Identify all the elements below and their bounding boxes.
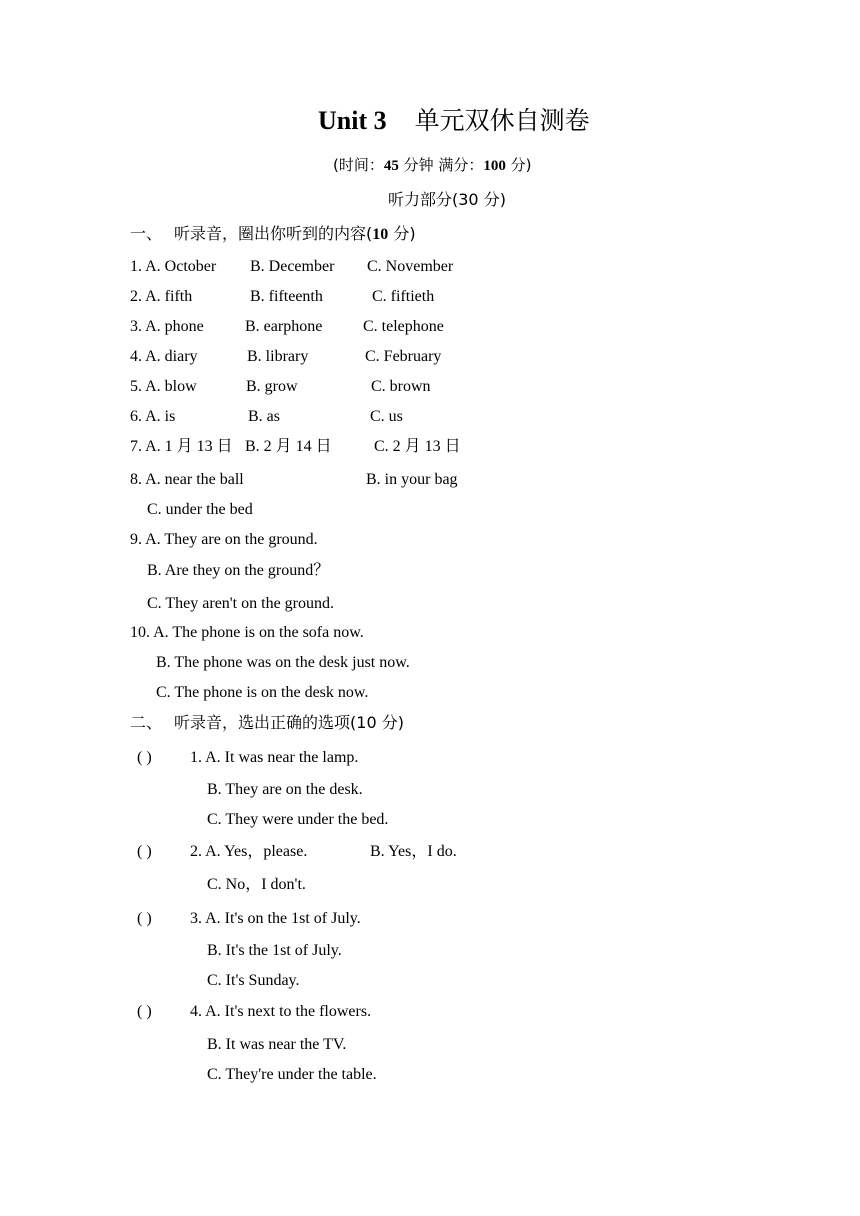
option-b: B. earphone [245, 318, 323, 335]
option-c: C. 2 月 13 日 [374, 438, 461, 455]
option-b: B. 2 月 14 日 [245, 438, 332, 455]
option-c: C. The phone is on the desk now. [156, 684, 369, 701]
option-c: C. us [370, 408, 403, 425]
option-a: 4. A. diary [130, 348, 198, 365]
answer-blank[interactable]: ( ) [137, 843, 152, 860]
option-c: C. February [365, 348, 442, 365]
option-c: C. November [367, 258, 454, 275]
option-b: B. It's the 1st of July. [207, 942, 342, 959]
section1-heading: 一、 听录音，圈出你听到的内容(10 分) [130, 224, 416, 243]
option-c: C. No，I don't. [207, 876, 306, 893]
section2-heading: 二、 听录音，选出正确的选项(10 分) [130, 713, 404, 732]
option-a: 1. A. It was near the lamp. [190, 749, 359, 766]
option-b: B. grow [246, 378, 298, 395]
option-c: C. under the bed [147, 501, 253, 518]
answer-blank[interactable]: ( ) [137, 749, 152, 766]
option-c: C. They aren't on the ground. [147, 595, 334, 612]
option-c: C. telephone [363, 318, 444, 335]
option-a: 10. A. The phone is on the sofa now. [130, 624, 364, 641]
option-b: B. Are they on the ground？ [147, 562, 330, 579]
option-a: 3. A. phone [130, 318, 204, 335]
option-c: C. It's Sunday. [207, 972, 300, 989]
time-score-info: (时间：45 分钟 满分：100 分) [333, 156, 532, 174]
option-b: B. It was near the TV. [207, 1036, 347, 1053]
title-english: Unit 3 [318, 106, 387, 135]
part-title: 听力部分(30 分) [388, 190, 506, 209]
option-a: 9. A. They are on the ground. [130, 531, 318, 548]
option-a: 1. A. October [130, 258, 217, 275]
option-c: C. They were under the bed. [207, 811, 389, 828]
option-a: 5. A. blow [130, 378, 197, 395]
option-b: B. fifteenth [250, 288, 323, 305]
option-b: B. as [248, 408, 280, 425]
answer-blank[interactable]: ( ) [137, 910, 152, 927]
option-a: 2. A. fifth [130, 288, 193, 305]
option-a: 8. A. near the ball [130, 471, 244, 488]
option-a: 6. A. is [130, 408, 176, 425]
option-c: C. brown [371, 378, 431, 395]
option-b: B. Yes，I do. [370, 843, 457, 860]
option-b: B. in your bag [366, 471, 458, 488]
option-b: B. December [250, 258, 335, 275]
option-a: 2. A. Yes，please. [190, 843, 308, 860]
option-c: C. fiftieth [372, 288, 435, 305]
option-b: B. They are on the desk. [207, 781, 363, 798]
option-c: C. They're under the table. [207, 1066, 377, 1083]
page-title [318, 108, 590, 134]
answer-blank[interactable]: ( ) [137, 1003, 152, 1020]
option-b: B. library [247, 348, 309, 365]
title-chinese: 单元双休自测卷 [414, 106, 590, 135]
option-b: B. The phone was on the desk just now. [156, 654, 410, 671]
option-a: 7. A. 1 月 13 日 [130, 438, 233, 455]
option-a: 4. A. It's next to the flowers. [190, 1003, 372, 1020]
option-a: 3. A. It's on the 1st of July. [190, 910, 361, 927]
